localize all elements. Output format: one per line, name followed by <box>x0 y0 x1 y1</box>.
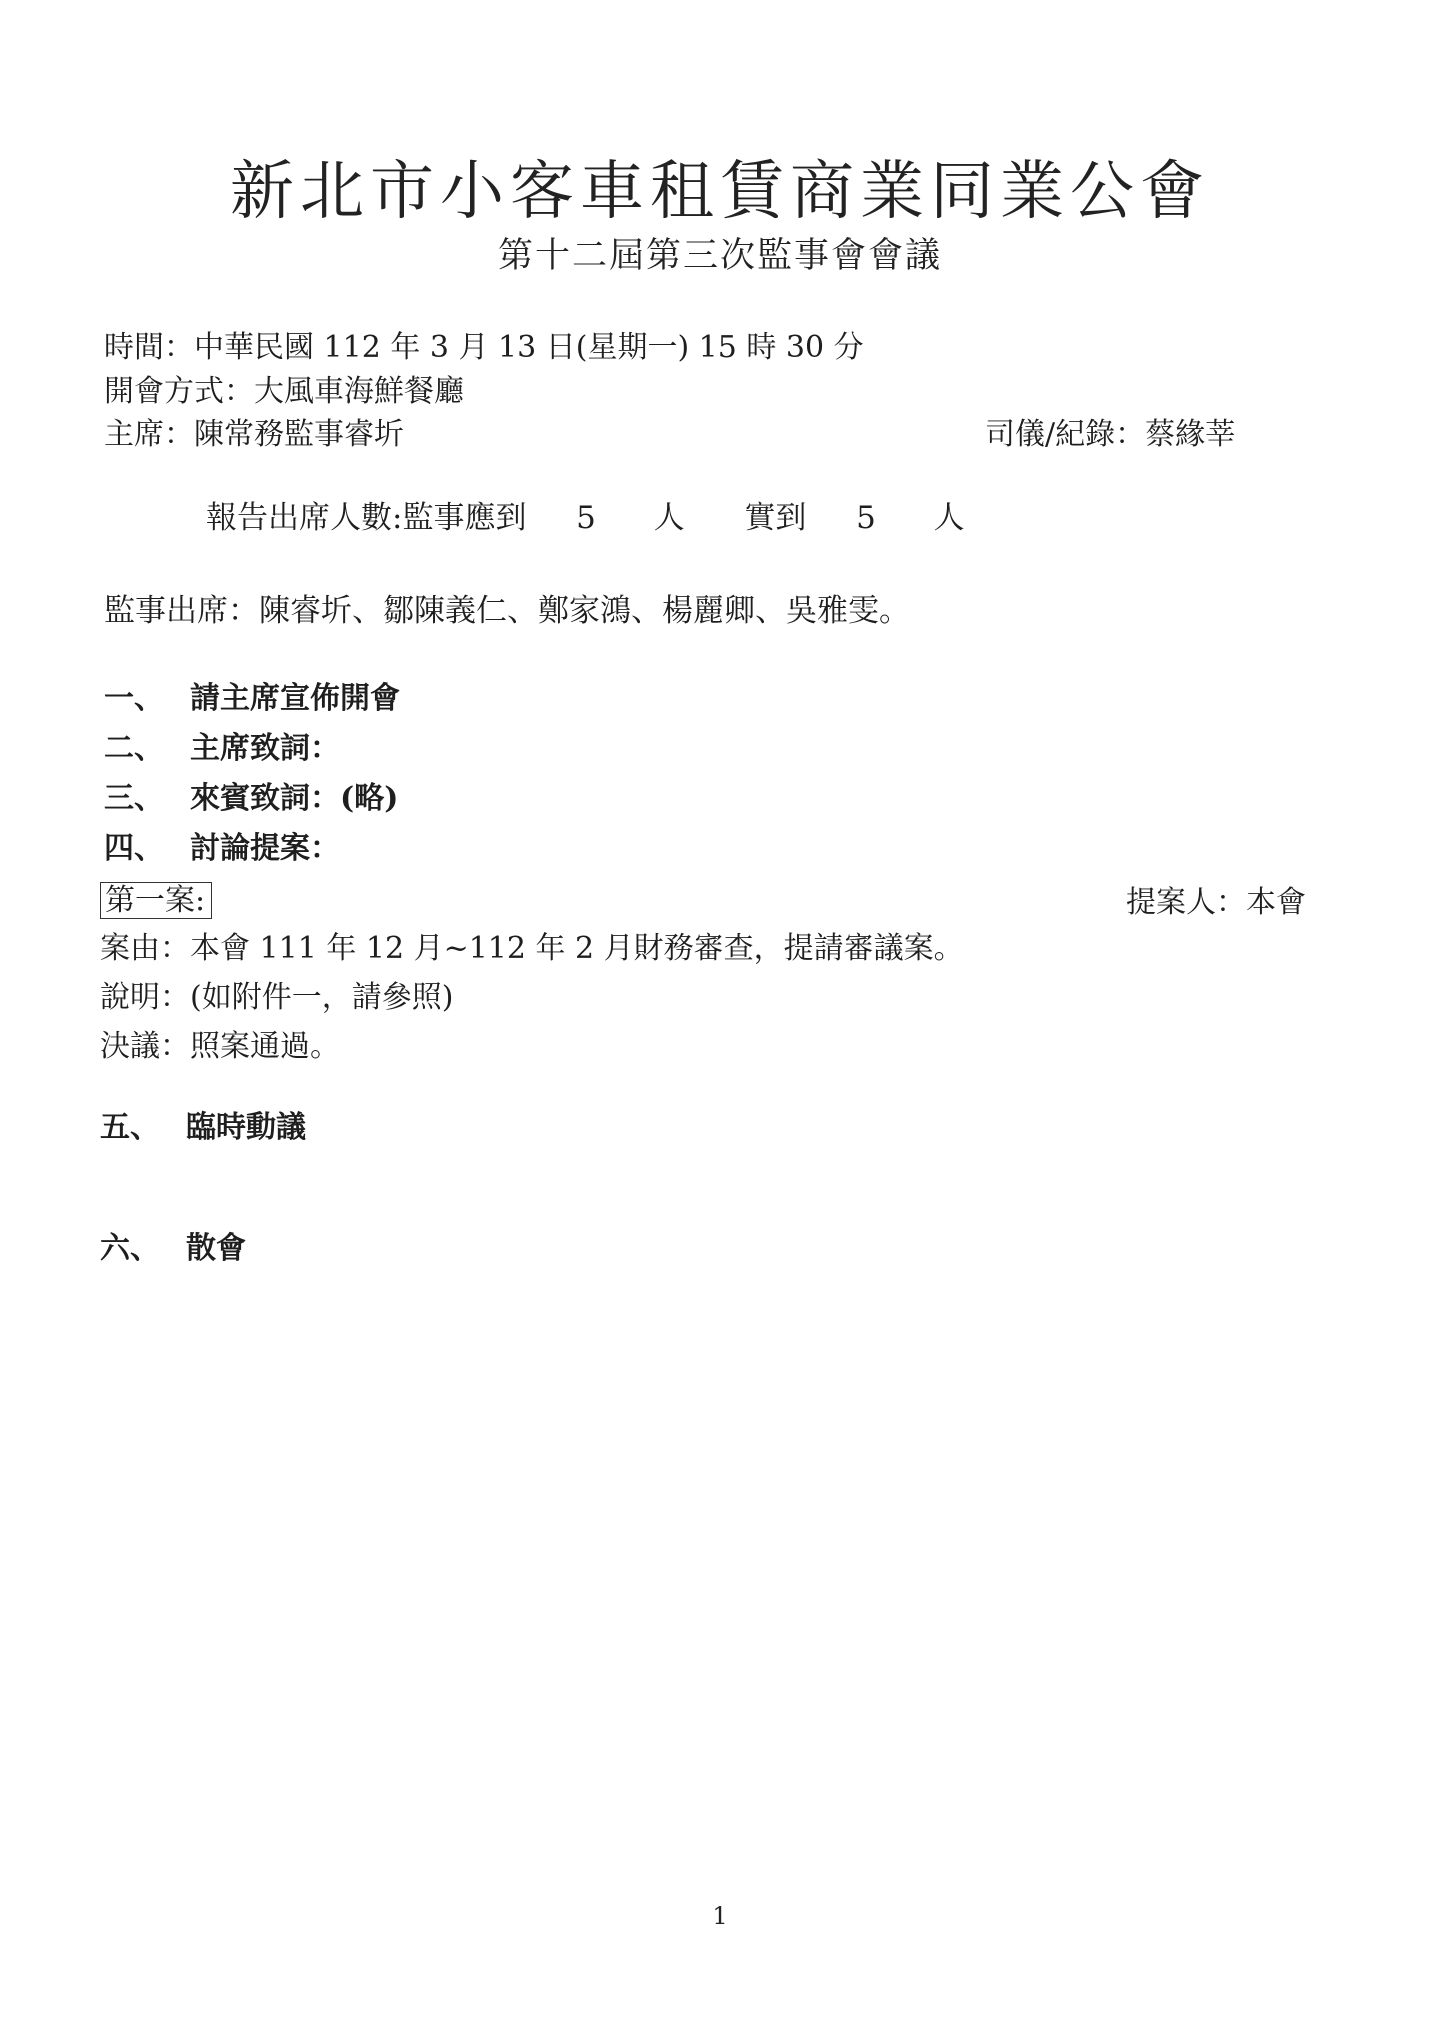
proposal-reason: 案由：本會 111 年 12 月~112 年 2 月財務審查，提請審議案。 <box>100 931 964 966</box>
proposal-proposer: 提案人：本會 <box>1126 885 1306 920</box>
meeting-subtitle: 第十二屆第三次監事會會議 <box>497 236 942 276</box>
meeting-place: 開會方式：大風車海鮮餐廳 <box>104 374 464 409</box>
proposal-label-box: 第一案: <box>100 882 212 919</box>
agenda-item-number: 五、 <box>100 1110 160 1145</box>
agenda-item-number: 六、 <box>100 1231 160 1266</box>
attendance-expected: 5 <box>576 500 596 536</box>
agenda-item-number: 一、 <box>104 681 164 716</box>
meeting-recorder: 司儀/紀錄：蔡緣莘 <box>985 417 1236 452</box>
agenda-item-number: 四、 <box>104 831 164 866</box>
meeting-time: 時間：中華民國 112 年 3 月 13 日(星期一) 15 時 30 分 <box>104 330 864 365</box>
agenda-item-text: 請主席宣佈開會 <box>190 681 400 716</box>
agenda-item <box>100 1223 246 1267</box>
agenda-item <box>104 773 398 817</box>
agenda-item-text: 討論提案： <box>190 831 340 866</box>
attendance-actual: 5 <box>856 500 876 536</box>
agenda-item <box>100 1102 306 1146</box>
agenda-item-number: 二、 <box>104 731 164 766</box>
proposal-explanation: 說明：(如附件一，請參照) <box>100 980 454 1015</box>
attendees-list: 監事出席：陳睿圻、鄒陳義仁、鄭家鴻、楊麗卿、吳雅雯。 <box>104 593 910 629</box>
agenda-item-text: 散會 <box>186 1231 246 1266</box>
meeting-chair: 主席：陳常務監事睿圻 <box>104 417 404 452</box>
attendance-actual-label: 實到 <box>744 500 807 536</box>
proposal-label <box>100 875 212 919</box>
document-title: 新北市小客車租賃商業同業公會 <box>230 155 1210 229</box>
agenda-item-text: 來賓致詞：(略) <box>190 781 399 816</box>
attendance-unit: 人 <box>653 500 685 536</box>
agenda-item <box>104 673 400 717</box>
agenda-item-text: 主席致詞： <box>190 731 340 766</box>
agenda-item-text: 臨時動議 <box>186 1110 306 1145</box>
agenda-item <box>104 823 340 867</box>
attendance-report <box>206 492 965 537</box>
attendance-unit: 人 <box>933 500 965 536</box>
page-number: 1 <box>712 1902 728 1930</box>
agenda-item-number: 三、 <box>104 781 164 816</box>
proposal-resolution: 決議：照案通過。 <box>100 1029 340 1064</box>
agenda-item <box>104 723 340 767</box>
attendance-label: 報告出席人數:監事應到 <box>206 500 527 536</box>
